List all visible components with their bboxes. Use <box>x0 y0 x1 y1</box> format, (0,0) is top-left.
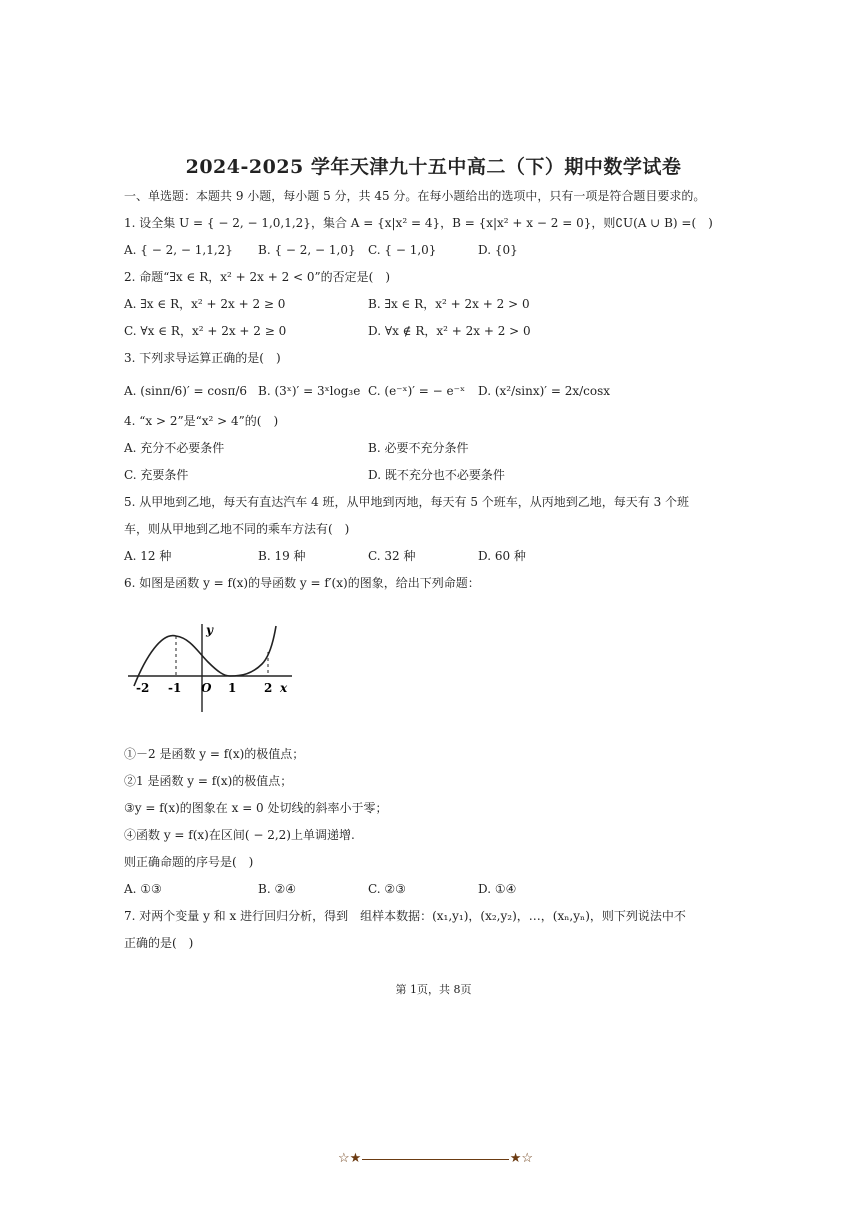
q6-option-b: B. ②④ <box>258 882 296 896</box>
graph-label-one: 1 <box>228 681 237 695</box>
q6-ask: 则正确命题的序号是( ) <box>124 855 254 869</box>
question-6-stem: 6. 如图是函数 y = f(x)的导函数 y = f′(x)的图象，给出下列命题： <box>124 576 480 590</box>
q6-statement-1: ①－2 是函数 y = f(x)的极值点； <box>124 747 305 761</box>
graph-label-neg1: -1 <box>168 681 182 695</box>
question-2-stem: 2. 命题“∃x ∈ R，x² + 2x + 2 < 0”的否定是( ) <box>124 270 391 284</box>
q2-option-d: D. ∀x ∉ R，x² + 2x + 2 > 0 <box>368 324 531 338</box>
q2-option-b: B. ∃x ∈ R，x² + 2x + 2 > 0 <box>368 297 530 311</box>
section-heading: 一、单选题：本题共 9 小题，每小题 5 分，共 45 分。在每小题给出的选项中，只有一项是符合题目要求的。 <box>124 189 706 203</box>
q6-option-a: A. ①③ <box>124 882 162 896</box>
q1-option-d: D. {0} <box>478 243 518 257</box>
page-title: 2024-2025 学年天津九十五中高二（下）期中数学试卷 <box>185 156 682 178</box>
q1-option-c: C. { − 1,0} <box>368 243 437 257</box>
q5-option-d: D. 60 种 <box>478 549 526 563</box>
q6-statement-3: ③y = f(x)的图象在 x = 0 处切线的斜率小于零； <box>124 801 388 815</box>
q3-option-d: D. (x²/sinx)′ = 2x/cosx <box>478 384 611 398</box>
q5-option-a: A. 12 种 <box>124 549 172 563</box>
q6-option-c: C. ②③ <box>368 882 406 896</box>
graph-label-neg2: -2 <box>136 681 150 695</box>
q2-option-c: C. ∀x ∈ R，x² + 2x + 2 ≥ 0 <box>124 324 287 338</box>
q3-option-b: B. (3ˣ)′ = 3ˣlog₃e <box>258 384 361 398</box>
question-7-stem-line1: 7. 对两个变量 y 和 x 进行回归分析，得到 组样本数据：(x₁,y₁)，(x₂,y₂)，…，(xₙ,yₙ)，则下列说法中不 <box>124 909 686 923</box>
question-3-stem: 3. 下列求导运算正确的是( ) <box>124 351 281 365</box>
q3-option-a: A. (sinπ/6)′ = cosπ/6 <box>124 384 248 398</box>
question-4-stem: 4. “x > 2”是“x² > 4”的( ) <box>124 414 279 428</box>
question-5-stem-line2: 车，则从甲地到乙地不同的乘车方法有( ) <box>124 522 350 536</box>
q1-option-b: B. { − 2, − 1,0} <box>258 243 356 257</box>
question-7-stem-line2: 正确的是( ) <box>124 936 194 950</box>
q5-option-b: B. 19 种 <box>258 549 306 563</box>
left-stars-icon: ☆★ <box>338 1151 362 1166</box>
bottom-decoration <box>338 1150 533 1168</box>
q6-statement-2: ②1 是函数 y = f(x)的极值点； <box>124 774 293 788</box>
q5-option-c: C. 32 种 <box>368 549 416 563</box>
graph-label-y: y <box>206 623 213 637</box>
q6-option-d: D. ①④ <box>478 882 517 896</box>
graph-label-two: 2 <box>264 681 273 695</box>
question-5-stem-line1: 5. 从甲地到乙地，每天有直达汽车 4 班，从甲地到丙地，每天有 5 个班车，从丙地到乙地，每天有 3 个班 <box>124 495 690 509</box>
right-stars-icon: ★☆ <box>509 1151 533 1166</box>
q4-option-d: D. 既不充分也不必要条件 <box>368 468 505 482</box>
page-footer: 第 1页，共 8页 <box>395 983 472 996</box>
graph-curve <box>134 626 276 686</box>
question-1-stem: 1. 设全集 U = { − 2, − 1,0,1,2}，集合 A = {x|x² = 4}，B = {x|x² + x − 2 = 0}，则∁U(A ∪ B) =( ) <box>124 216 713 230</box>
q1-option-a: A. { − 2, − 1,1,2} <box>124 243 233 257</box>
q4-option-a: A. 充分不必要条件 <box>124 441 225 455</box>
q6-statement-4: ④函数 y = f(x)在区间( − 2,2)上单调递增. <box>124 828 355 842</box>
q4-option-b: B. 必要不充分条件 <box>368 441 469 455</box>
derivative-graph <box>124 616 304 716</box>
q4-option-c: C. 充要条件 <box>124 468 189 482</box>
decoration-line <box>362 1159 509 1160</box>
graph-label-x: x <box>280 681 288 695</box>
q3-option-c: C. (e⁻ˣ)′ = − e⁻ˣ <box>368 384 466 398</box>
q2-option-a: A. ∃x ∈ R，x² + 2x + 2 ≥ 0 <box>124 297 286 311</box>
graph-label-o: O <box>201 681 212 695</box>
